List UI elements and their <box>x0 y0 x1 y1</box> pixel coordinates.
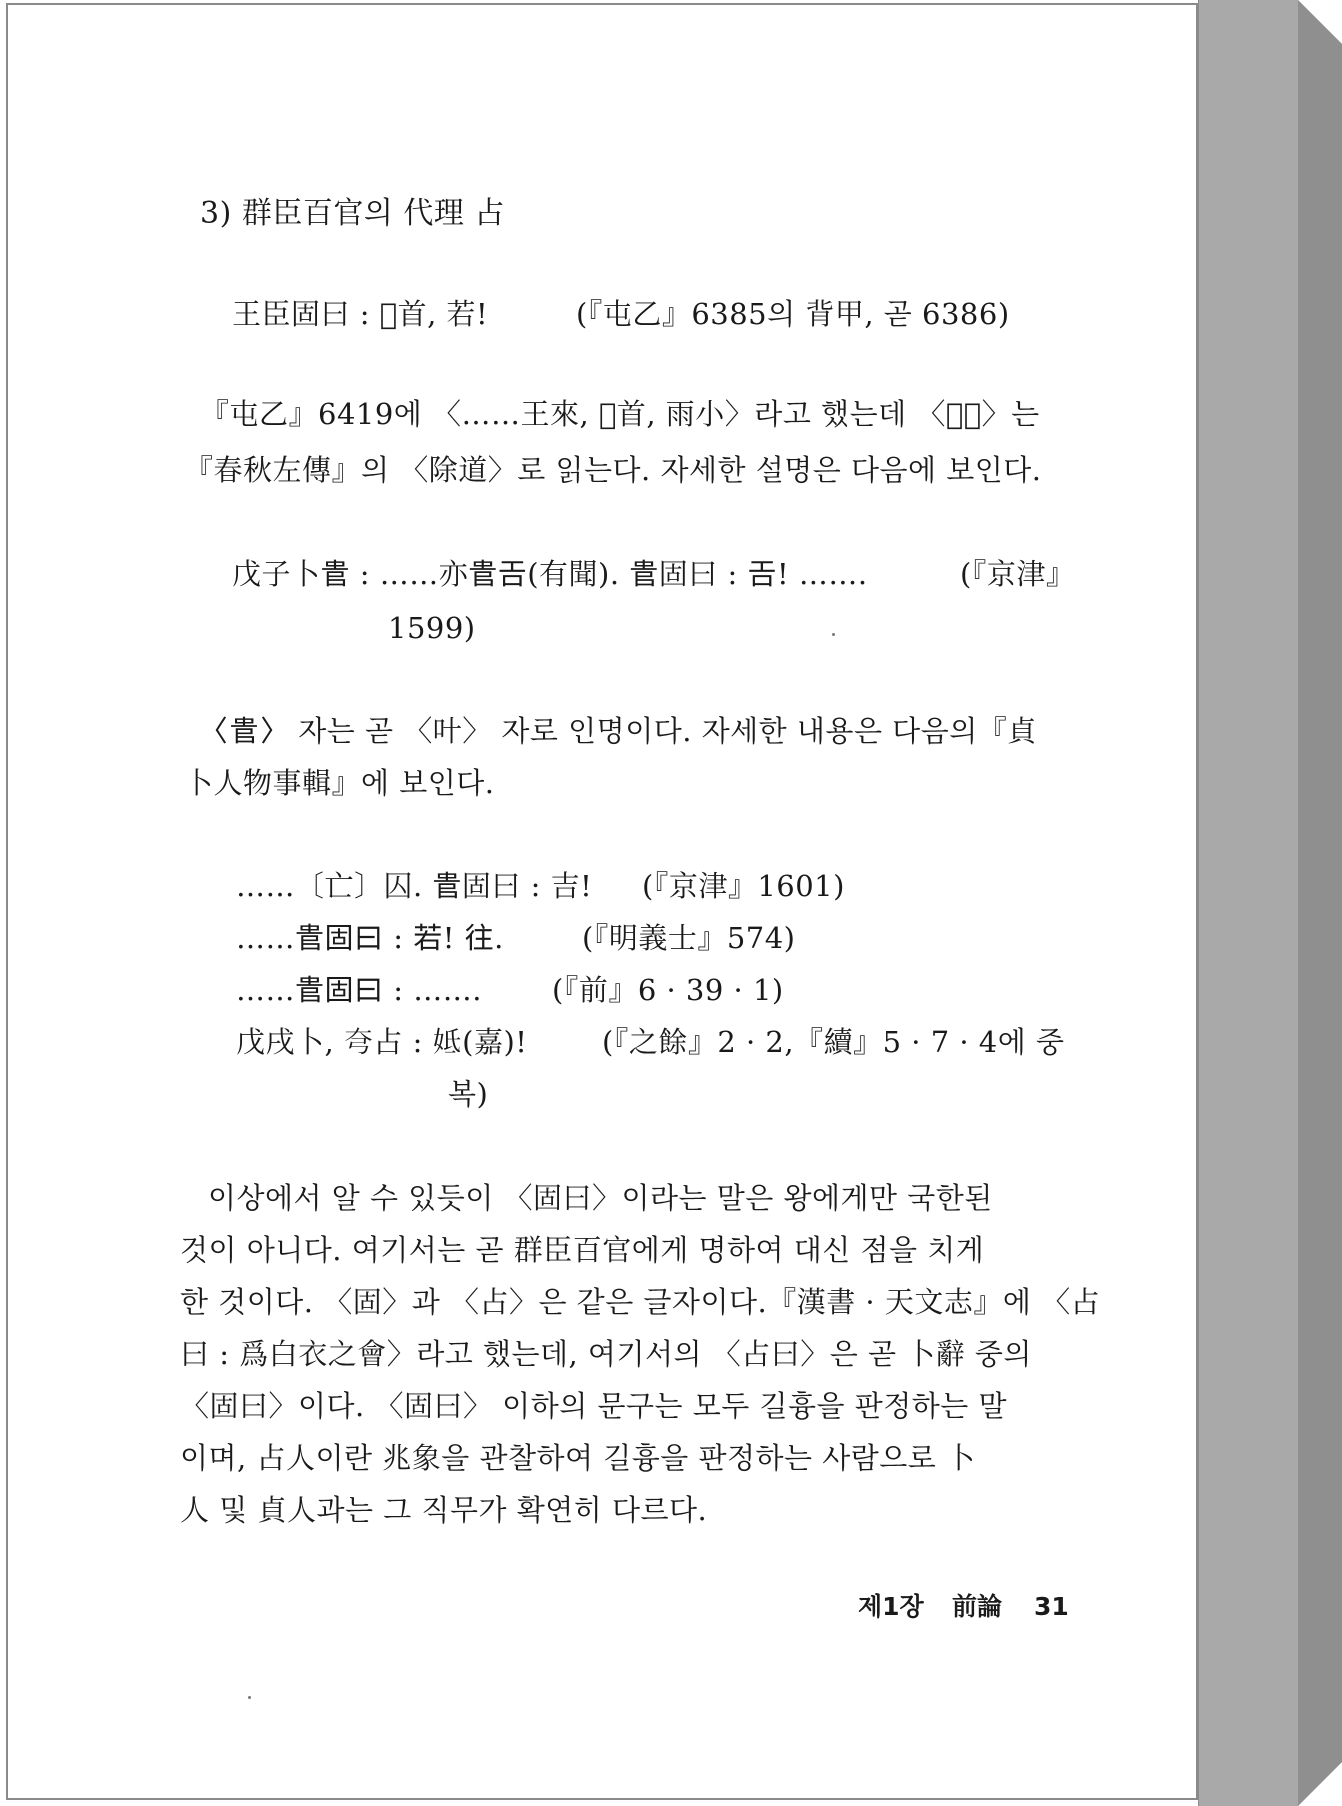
paragraph-3-line-3: 한 것이다. 〈固〉과 〈占〉은 같은 글자이다.『漢書 · 天文志』에 〈占 <box>180 1285 1101 1319</box>
paragraph-3-line-2: 것이 아니다. 여기서는 곧 群臣百官에게 명하여 대신 점을 치게 <box>180 1233 985 1267</box>
footer-chapter: 제1장 <box>858 1592 924 1621</box>
quote-4-text: ……𠳋固曰 : 若! 往. <box>236 921 504 955</box>
quote-6-text: 戊戌卜, 𡗝占 : 𡛜(嘉)! <box>236 1025 528 1059</box>
quote-5-text: ……𠳋固曰 : ……. <box>236 973 482 1007</box>
quote-5-reference: (『前』6 · 39 · 1) <box>552 973 784 1007</box>
quote-3-text: ……〔亡〕囚. 𠳋固曰 : 吉! <box>236 869 593 903</box>
paragraph-1-line-2: 『春秋左傳』의 〈除道〉로 읽는다. 자세한 설명은 다음에 보인다. <box>184 453 1042 487</box>
quote-2-reference: (『京津』 <box>960 557 1076 591</box>
quote-1-reference: (『屯乙』6385의 背甲, 곧 6386) <box>576 297 1010 331</box>
paragraph-2-line-2: 卜人物事輯』에 보인다. <box>184 766 495 800</box>
quote-6-reference: (『之餘』2 · 2,『續』5 · 7 · 4에 중 <box>602 1025 1065 1059</box>
scan-speck <box>832 633 835 636</box>
quote-3-reference: (『京津』1601) <box>642 869 845 903</box>
section-heading: 3) 群臣百官의 代理 占 <box>200 196 505 231</box>
paragraph-3-line-6: 이며, 占人이란 兆象을 관찰하여 길흉을 판정하는 사람으로 卜 <box>180 1441 976 1475</box>
page <box>6 3 1198 1800</box>
paragraph-3-line-1: 이상에서 알 수 있듯이 〈固曰〉이라는 말은 왕에게만 국한된 <box>208 1181 993 1215</box>
paragraph-2-line-1: 〈𠳋〉 자는 곧 〈叶〉 자로 인명이다. 자세한 내용은 다음의『貞 <box>200 714 1037 748</box>
paragraph-1-line-1: 『屯乙』6419에 〈……王來, 𨭡首, 雨小〉라고 했는데 〈𨭡首〉는 <box>200 397 1040 431</box>
paragraph-3-line-5: 〈固曰〉이다. 〈固曰〉 이하의 문구는 모두 길흉을 판정하는 말 <box>180 1389 1007 1423</box>
page-number: 31 <box>1034 1592 1069 1621</box>
quote-1-text: 王臣固曰 : 𨭡首, 若! <box>232 297 489 331</box>
scan-speck <box>248 1696 251 1699</box>
paragraph-3-line-7: 人 및 貞人과는 그 직무가 확연히 다르다. <box>180 1493 708 1527</box>
footer-chapter-title: 前論 <box>952 1592 1003 1621</box>
quote-4-reference: (『明義士』574) <box>582 921 796 955</box>
quote-6-reference-continued: 복) <box>448 1077 489 1111</box>
quote-2-text: 戊子卜𠳋 : ……亦𠳋𢀛(有聞). 𠳋固曰 : 𢀛! ……. <box>232 557 868 591</box>
page-edge-shadow <box>1198 0 1342 1806</box>
paragraph-3-line-4: 曰 : 爲白衣之會〉라고 했는데, 여기서의 〈占曰〉은 곧 卜辭 중의 <box>180 1337 1032 1371</box>
quote-2-reference-continued: 1599) <box>388 611 476 645</box>
